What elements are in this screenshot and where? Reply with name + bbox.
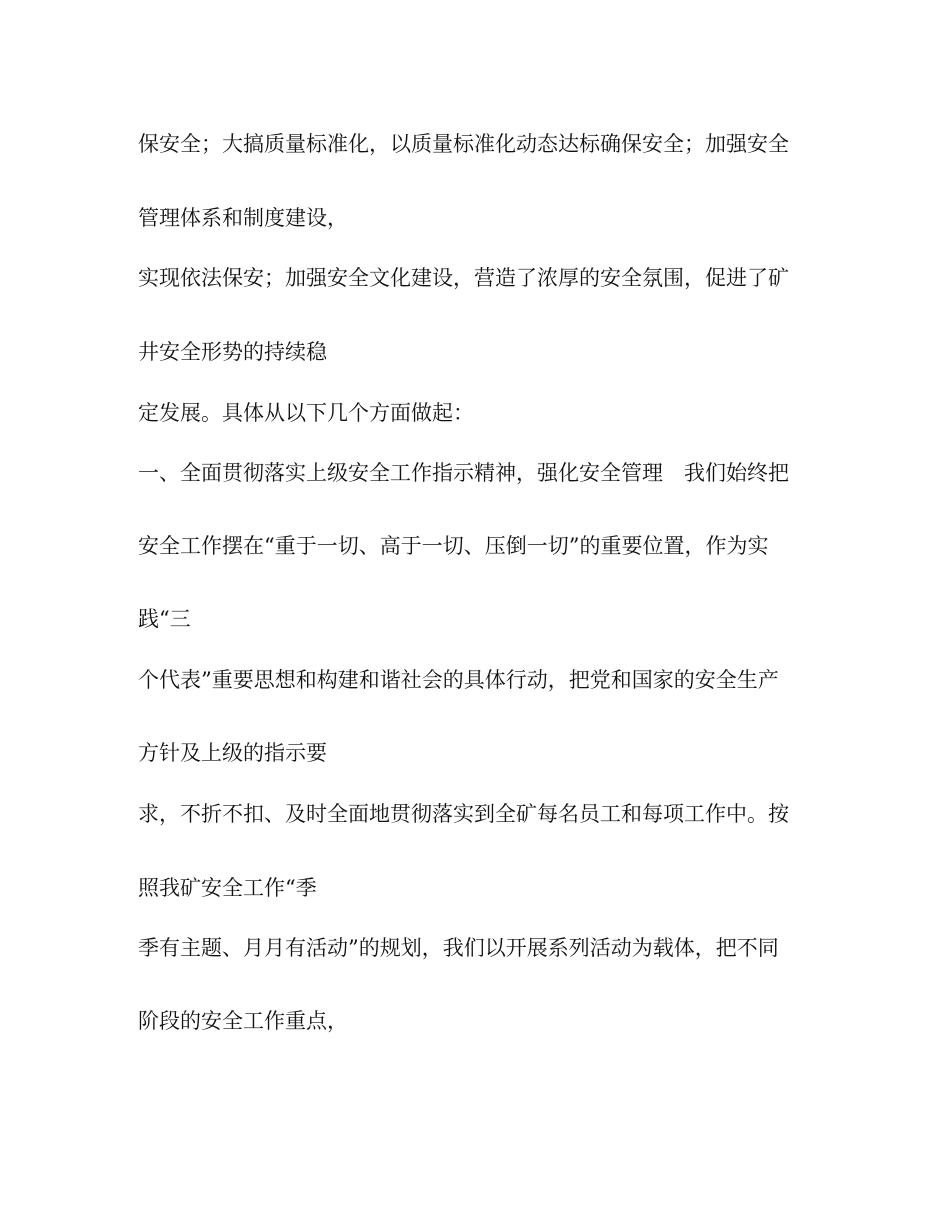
body-text-line: 季有主题、月月有活动”的规划，我们以开展系列活动为载体，把不同 — [138, 936, 779, 960]
body-text-line: 阶段的安全工作重点， — [138, 1009, 348, 1033]
body-text-line: 实现依法保安；加强安全文化建设，营造了浓厚的安全氛围，促进了矿 — [138, 266, 789, 290]
body-text-line: 安全工作摆在“重于一切、高于一切、压倒一切”的重要位置，作为实 — [138, 534, 769, 558]
body-text-line: 个代表”重要思想和构建和谐社会的具体行动，把党和国家的安全生产 — [138, 668, 779, 692]
body-text-line: 一、全面贯彻落实上级安全工作指示精神，强化安全管理 我们始终把 — [138, 461, 789, 485]
body-text-line: 方针及上级的指示要 — [138, 741, 327, 765]
body-text-line: 井安全形势的持续稳 — [138, 340, 327, 364]
body-text-line: 定发展。具体从以下几个方面做起： — [138, 401, 474, 425]
body-text-line: 照我矿安全工作“季 — [138, 876, 317, 900]
body-text-line: 管理体系和制度建设， — [138, 206, 348, 230]
body-text-line: 践“三 — [138, 607, 191, 631]
body-text-line: 保安全；大搞质量标准化，以质量标准化动态达标确保安全；加强安全 — [138, 132, 789, 156]
body-text-line: 求，不折不扣、及时全面地贯彻落实到全矿每名员工和每项工作中。按 — [138, 802, 789, 826]
